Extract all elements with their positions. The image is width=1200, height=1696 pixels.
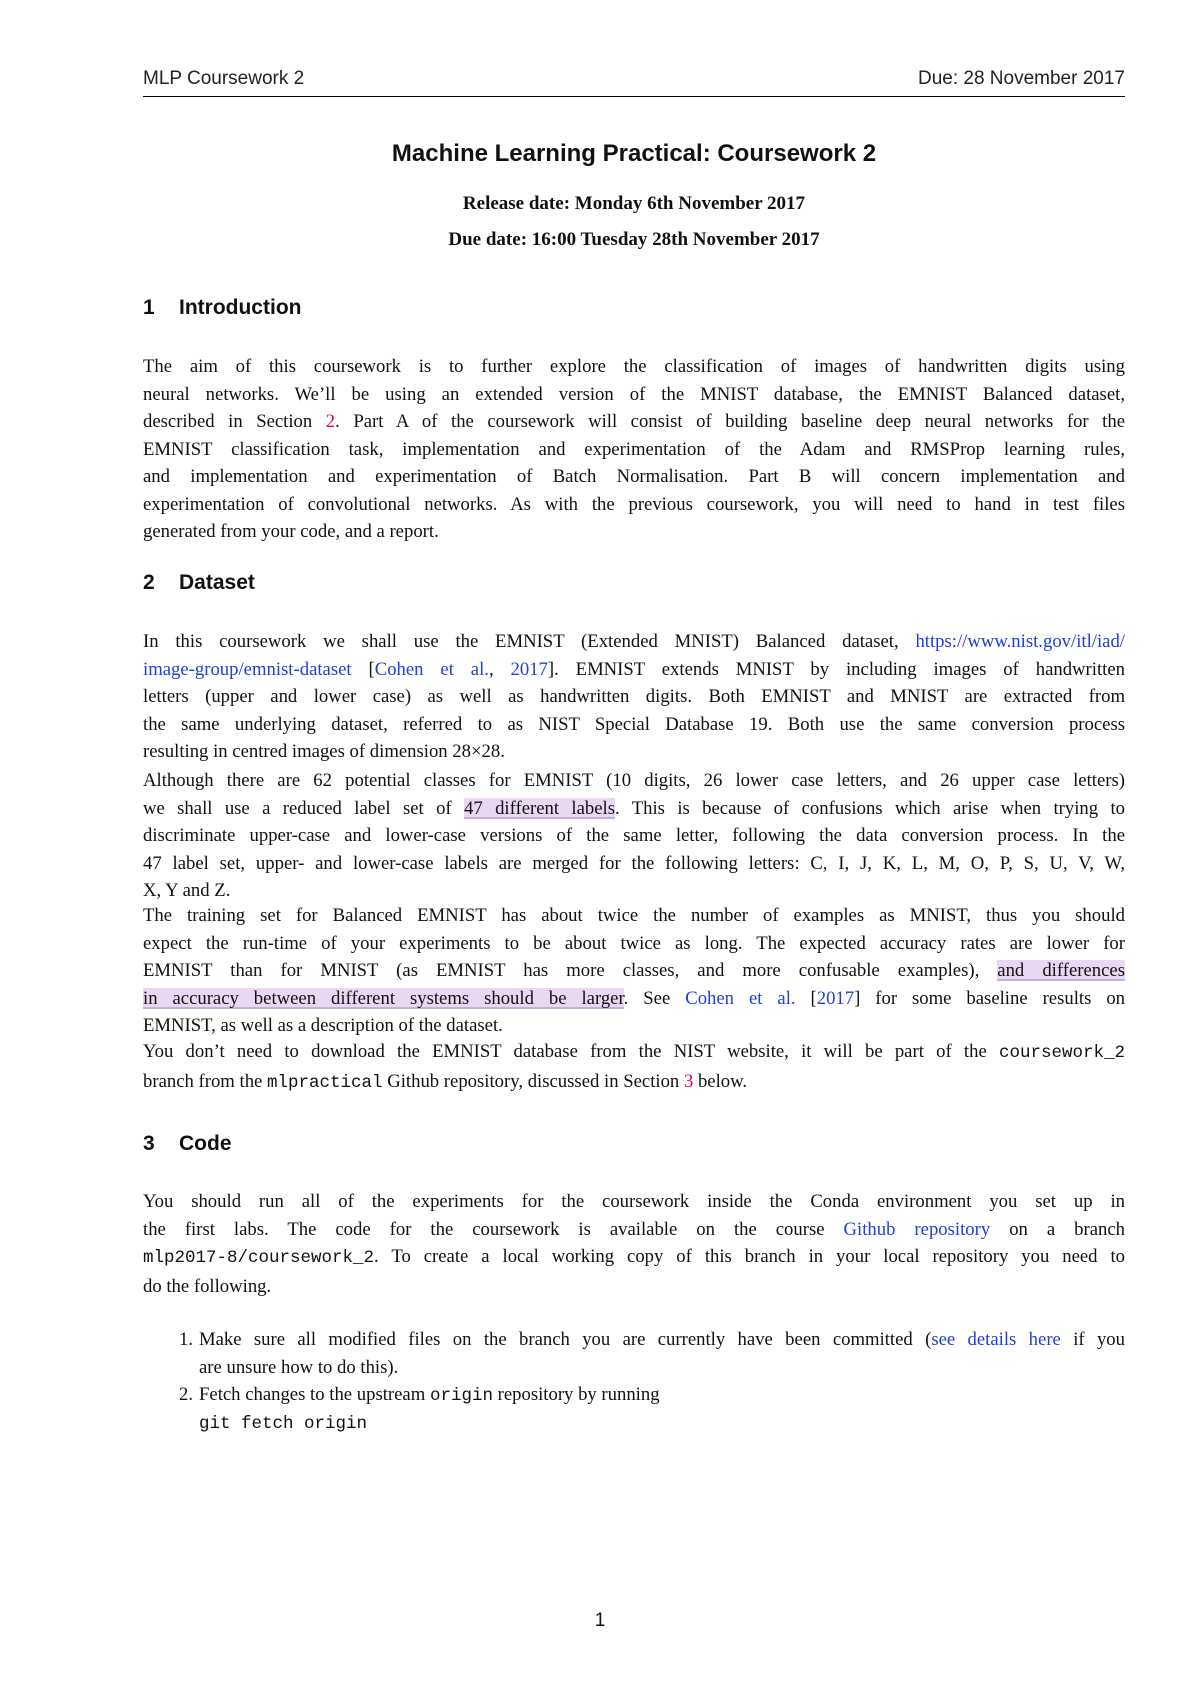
- github-repository-link[interactable]: Github repository: [843, 1218, 991, 1240]
- section-heading-dataset: [143, 571, 255, 595]
- text-run: ,: [488, 658, 511, 680]
- text-run: the first labs. The code for the coursework is available on the course: [143, 1218, 844, 1240]
- text-run: ] for some baseline results on: [854, 987, 1126, 1009]
- text-line: [143, 795, 1125, 823]
- dataset-paragraph-2: [143, 767, 1125, 905]
- section-heading-code: [143, 1132, 232, 1156]
- text-line: 47 label set, upper- and lower-case labels are merged for the following letters: C, I, J, K, L, M, O, P, S, U, V, W,: [143, 852, 1125, 874]
- text-line: [143, 957, 1125, 985]
- text-run: on a branch: [990, 1218, 1125, 1240]
- text-line: generated from your code, and a report.: [143, 521, 439, 542]
- section-3-link[interactable]: 3: [683, 1070, 694, 1092]
- due-date: Due date: 16:00 Tuesday 28th November 2017: [448, 229, 820, 250]
- text-run: . To create a local working copy of this branch in your local repository you need to: [374, 1246, 1125, 1267]
- section-number: 3: [143, 1132, 155, 1155]
- page-number: 1: [594, 1610, 606, 1631]
- text-line: experimentation of convolutional networks. As with the previous coursework, you will need to hand in test files: [143, 493, 1125, 515]
- emnist-url-link-continued[interactable]: image-group/emnist-dataset: [143, 658, 352, 680]
- text-run: EMNIST than for MNIST (as EMNIST has more classes, and more confusable examples),: [143, 960, 998, 981]
- text-line: [143, 628, 1125, 656]
- list-marker: 1.: [179, 1329, 194, 1350]
- text-run: Fetch changes to the upstream: [199, 1384, 430, 1405]
- text-line: resulting in centred images of dimension 28×28.: [143, 741, 505, 762]
- text-line: The aim of this coursework is to further explore the classification of images of handwritten digits using: [143, 356, 1125, 377]
- text-line: discriminate upper-case and lower-case versions of the same letter, following the data conversion process. In the: [143, 825, 1125, 846]
- dataset-paragraph-3: [143, 902, 1125, 1040]
- code-command: git fetch origin: [199, 1413, 368, 1434]
- citation-link[interactable]: Cohen et al.: [374, 658, 489, 680]
- citation-year-link[interactable]: 2017: [816, 987, 855, 1009]
- text-line: do the following.: [143, 1275, 272, 1297]
- text-run: You don’t need to download the EMNIST database from the NIST website, it will be part of the: [143, 1041, 999, 1062]
- text-run: Make sure all modified files on the branch you are currently have been committed (: [199, 1329, 932, 1350]
- text-run: [: [795, 987, 817, 1009]
- text-line: and implementation and experimentation of Batch Normalisation. Part B will concern implementation and: [143, 466, 1125, 487]
- text-run: . This is because of confusions which arise when trying to: [615, 797, 1125, 819]
- running-header: [143, 68, 1125, 90]
- section-number: 2: [143, 571, 155, 594]
- emnist-url-link[interactable]: https://www.nist.gov/itl/iad/: [915, 631, 1125, 652]
- list-marker: 2.: [179, 1384, 194, 1405]
- text-line: EMNIST, as well as a description of the dataset.: [143, 1015, 503, 1036]
- text-line: [143, 656, 1125, 684]
- text-line: expect the run-time of your experiments to be about twice as long. The expected accuracy rates are lower for: [143, 932, 1125, 954]
- text-line: neural networks. We’ll be using an extended version of the MNIST database, the EMNIST Balanced dataset,: [143, 383, 1125, 405]
- highlighted-text: and differences: [997, 960, 1125, 981]
- inline-code: mlp2017-8/coursework_2: [143, 1248, 375, 1268]
- highlighted-text: 47 different labels: [464, 797, 616, 819]
- list-item: [143, 1381, 1125, 1438]
- section-title: Code: [179, 1132, 232, 1155]
- text-line: are unsure how to do this).: [199, 1356, 399, 1378]
- text-run: In this coursework we shall use the EMNIST (Extended MNIST) Balanced dataset,: [143, 631, 916, 652]
- setup-steps-list: [143, 1326, 1125, 1438]
- text-run: below.: [693, 1070, 748, 1092]
- text-line: [143, 1038, 1125, 1068]
- text-run: repository by running: [492, 1384, 660, 1405]
- text-run: described in Section: [143, 411, 326, 432]
- header-due: Due: 28 November 2017: [917, 68, 1125, 89]
- text-line: [143, 1243, 1125, 1273]
- text-run: if you: [1060, 1329, 1125, 1350]
- code-paragraph: [143, 1188, 1125, 1300]
- text-line: [143, 1068, 1125, 1098]
- dataset-paragraph-4: [143, 1038, 1125, 1097]
- header-rule: [143, 96, 1125, 97]
- text-line: Although there are 62 potential classes for EMNIST (10 digits, 26 lower case letters, and 26 upper case letters): [143, 770, 1125, 791]
- citation-link[interactable]: Cohen et al.: [685, 987, 796, 1009]
- text-line: [143, 408, 1125, 436]
- inline-code: mlpractical: [267, 1072, 383, 1093]
- text-run: . See: [623, 987, 686, 1009]
- text-run: branch from the: [143, 1070, 268, 1092]
- section-title: Dataset: [179, 571, 255, 594]
- section-2-link[interactable]: 2: [325, 411, 336, 432]
- see-details-link[interactable]: see details here: [931, 1329, 1061, 1350]
- text-line: X, Y and Z.: [143, 880, 231, 901]
- text-run: [: [351, 658, 375, 680]
- section-heading-introduction: [143, 296, 301, 320]
- text-run: . Part A of the coursework will consist of building baseline deep neural networks for the: [335, 411, 1125, 432]
- text-line: [143, 1216, 1125, 1244]
- citation-year-link[interactable]: 2017: [510, 658, 548, 680]
- text-run: ]. EMNIST extends MNIST by including images of handwritten: [547, 658, 1125, 680]
- release-date: Release date: Monday 6th November 2017: [462, 193, 806, 214]
- text-run: we shall use a reduced label set of: [143, 797, 465, 819]
- text-run: Github repository, discussed in Section: [382, 1070, 684, 1092]
- inline-code: coursework_2: [998, 1043, 1125, 1063]
- text-line: You should run all of the experiments for the coursework inside the Conda environment you set up in: [143, 1191, 1125, 1212]
- dataset-paragraph-1: [143, 628, 1125, 766]
- text-line: the same underlying dataset, referred to as NIST Special Database 19. Both use the same conversion process: [143, 713, 1125, 735]
- text-line: The training set for Balanced EMNIST has about twice the number of examples as MNIST, thus you should: [143, 905, 1125, 926]
- text-line: EMNIST classification task, implementation and experimentation of the Adam and RMSProp learning rules,: [143, 438, 1125, 460]
- document-title: Machine Learning Practical: Coursework 2: [391, 140, 877, 167]
- text-line: [143, 985, 1125, 1013]
- text-line: [199, 1326, 1125, 1354]
- text-line: [199, 1381, 1125, 1411]
- section-number: 1: [143, 296, 155, 319]
- inline-code: origin: [429, 1386, 493, 1406]
- introduction-paragraph: [143, 353, 1125, 546]
- text-line: letters (upper and lower case) as well as handwritten digits. Both EMNIST and MNIST are extracted from: [143, 686, 1125, 707]
- header-course: MLP Coursework 2: [143, 68, 305, 89]
- list-item: [143, 1326, 1125, 1381]
- highlighted-text: in accuracy between different systems should be larger: [143, 987, 624, 1009]
- section-title: Introduction: [179, 296, 302, 319]
